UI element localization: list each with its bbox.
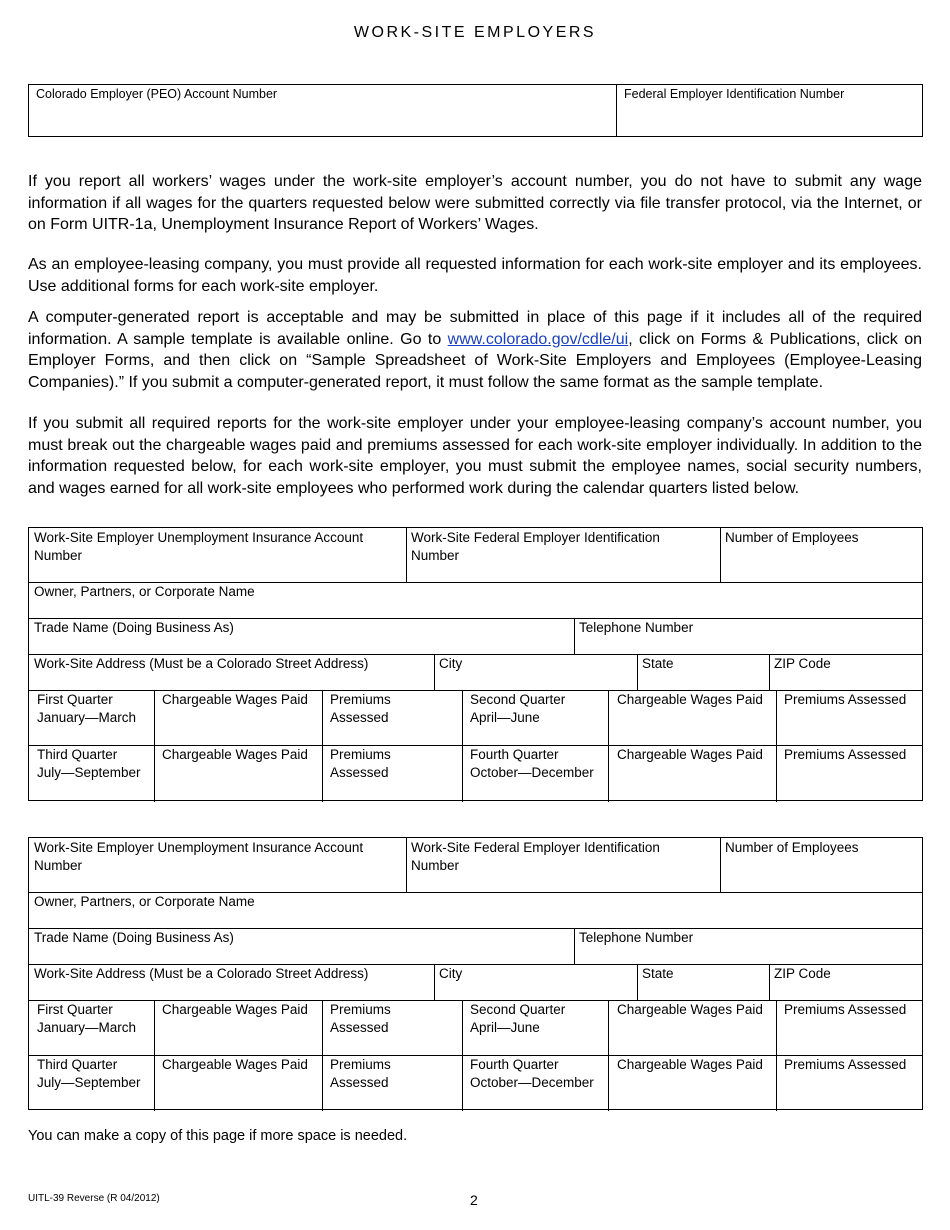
q4-premiums-field[interactable]: Premiums Assessed: [784, 1057, 907, 1072]
third-quarter-name: Third Quarter: [37, 1057, 118, 1072]
first-quarter-label: [32, 690, 154, 727]
form-code: UITL-39 Reverse (R 04/2012): [28, 1193, 160, 1204]
instructions-paragraph-4: If you submit all required reports for the work-site employer under your employee-leasing company’s account number, you must break out the chargeable wages paid and premiums assessed for each work-site employer individually. In addition to the information requested below, for each work-site employer, you must submit the employee names, social security numbers, and wages earned for all work-site employees who performed work during the calendar quarters listed below.: [28, 415, 922, 497]
fourth-quarter-name: Fourth Quarter: [470, 1057, 559, 1072]
third-quarter-label: [32, 1055, 154, 1092]
q2-premiums-field[interactable]: Premiums Assessed: [784, 692, 907, 707]
q4-chargeable-wages-field[interactable]: Chargeable Wages Paid: [617, 1057, 763, 1072]
copy-note: You can make a copy of this page if more space is needed.: [28, 1128, 408, 1144]
colorado-account-number-label: Colorado Employer (PEO) Account Number: [36, 87, 278, 101]
third-quarter-name: Third Quarter: [37, 747, 118, 762]
second-quarter-name: Second Quarter: [470, 692, 566, 707]
state-field[interactable]: State: [642, 966, 674, 981]
instructions-paragraph-3-text-a: A computer-generated report is acceptable and may be submitted in place of this page if it includes all of the required information. A sample template is available online. Go to: [28, 309, 922, 348]
trade-name-field[interactable]: Trade Name (Doing Business As): [34, 620, 234, 635]
worksite-fein-field[interactable]: Work-Site Federal Employer Identification Number: [411, 840, 660, 873]
q1-chargeable-wages-field[interactable]: Chargeable Wages Paid: [162, 692, 308, 707]
q2-chargeable-wages-field[interactable]: Chargeable Wages Paid: [617, 1002, 763, 1017]
second-quarter-months: April—June: [470, 710, 540, 725]
q3-chargeable-wages-field[interactable]: Chargeable Wages Paid: [162, 1057, 308, 1072]
telephone-field[interactable]: Telephone Number: [579, 620, 694, 635]
cdle-ui-link[interactable]: www.colorado.gov/cdle/ui: [447, 330, 629, 348]
q3-chargeable-wages-field[interactable]: Chargeable Wages Paid: [162, 747, 308, 762]
federal-ein-field[interactable]: [616, 84, 923, 137]
q1-chargeable-wages-field[interactable]: Chargeable Wages Paid: [162, 1002, 308, 1017]
q3-premiums-field[interactable]: Premiums Assessed: [330, 1057, 391, 1090]
second-quarter-label: [465, 1000, 608, 1037]
ui-account-number-field[interactable]: Work-Site Employer Unemployment Insurance Account Number: [34, 840, 364, 873]
state-field[interactable]: State: [642, 656, 674, 671]
second-quarter-name: Second Quarter: [470, 1002, 566, 1017]
second-quarter-label: [465, 690, 608, 727]
first-quarter-name: First Quarter: [37, 1002, 113, 1017]
trade-name-field[interactable]: Trade Name (Doing Business As): [34, 930, 234, 945]
worksite-employer-section-2: [28, 837, 923, 1110]
page-title: WORK-SITE EMPLOYERS: [353, 24, 597, 41]
second-quarter-months: April—June: [470, 1020, 540, 1035]
first-quarter-months: January—March: [37, 1020, 137, 1035]
q4-chargeable-wages-field[interactable]: Chargeable Wages Paid: [617, 747, 763, 762]
number-of-employees-field[interactable]: Number of Employees: [725, 840, 859, 855]
q2-chargeable-wages-field[interactable]: Chargeable Wages Paid: [617, 692, 763, 707]
fourth-quarter-label: [465, 1055, 608, 1092]
instructions-paragraph-2: As an employee-leasing company, you must provide all requested information for each work-site employer and its employees. Use additional forms for each work-site employer.: [28, 256, 922, 295]
zip-code-field[interactable]: ZIP Code: [774, 966, 831, 981]
ui-account-number-field[interactable]: Work-Site Employer Unemployment Insurance Account Number: [34, 530, 364, 563]
fourth-quarter-label: [465, 745, 608, 782]
page-number: 2: [470, 1192, 478, 1208]
first-quarter-label: [32, 1000, 154, 1037]
fourth-quarter-months: October—December: [470, 1075, 594, 1090]
colorado-account-number-field[interactable]: [28, 84, 617, 137]
instructions-paragraph-3-text-b: , click on Forms & Publications, click on Employer Forms, and then click on “Sample Spreadsheet of Work-Site Employers and Employees (Employee-Leasing Companies).” If you submit a computer-generated report, it must follow the same format as the sample template.: [28, 330, 923, 391]
first-quarter-months: January—March: [37, 710, 137, 725]
number-of-employees-field[interactable]: Number of Employees: [725, 530, 859, 545]
third-quarter-months: July—September: [37, 765, 141, 780]
worksite-employer-section-1: [28, 527, 923, 801]
instructions-paragraph-1: If you report all workers’ wages under the work-site employer’s account number, you do not have to submit any wage information if all wages for the quarters requested below were submitted correctly via file transfer protocol, via the Internet, or on Form UITR-1a, Unemployment Insurance Report of Workers’ Wages.: [28, 173, 922, 233]
telephone-field[interactable]: Telephone Number: [579, 930, 694, 945]
instructions-paragraph-3: [28, 307, 922, 393]
third-quarter-label: [32, 745, 154, 782]
worksite-address-field[interactable]: Work-Site Address (Must be a Colorado Street Address): [34, 656, 369, 671]
q1-premiums-field[interactable]: Premiums Assessed: [330, 1002, 391, 1035]
q4-premiums-field[interactable]: Premiums Assessed: [784, 747, 907, 762]
federal-ein-label: Federal Employer Identification Number: [624, 87, 845, 101]
owner-name-field[interactable]: Owner, Partners, or Corporate Name: [34, 894, 255, 909]
fourth-quarter-name: Fourth Quarter: [470, 747, 559, 762]
first-quarter-name: First Quarter: [37, 692, 113, 707]
owner-name-field[interactable]: Owner, Partners, or Corporate Name: [34, 584, 255, 599]
q3-premiums-field[interactable]: Premiums Assessed: [330, 747, 391, 780]
city-field[interactable]: City: [439, 966, 463, 981]
worksite-address-field[interactable]: Work-Site Address (Must be a Colorado Street Address): [34, 966, 369, 981]
q1-premiums-field[interactable]: Premiums Assessed: [330, 692, 391, 725]
q2-premiums-field[interactable]: Premiums Assessed: [784, 1002, 907, 1017]
fourth-quarter-months: October—December: [470, 765, 594, 780]
zip-code-field[interactable]: ZIP Code: [774, 656, 831, 671]
city-field[interactable]: City: [439, 656, 463, 671]
third-quarter-months: July—September: [37, 1075, 141, 1090]
worksite-fein-field[interactable]: Work-Site Federal Employer Identification Number: [411, 530, 660, 563]
